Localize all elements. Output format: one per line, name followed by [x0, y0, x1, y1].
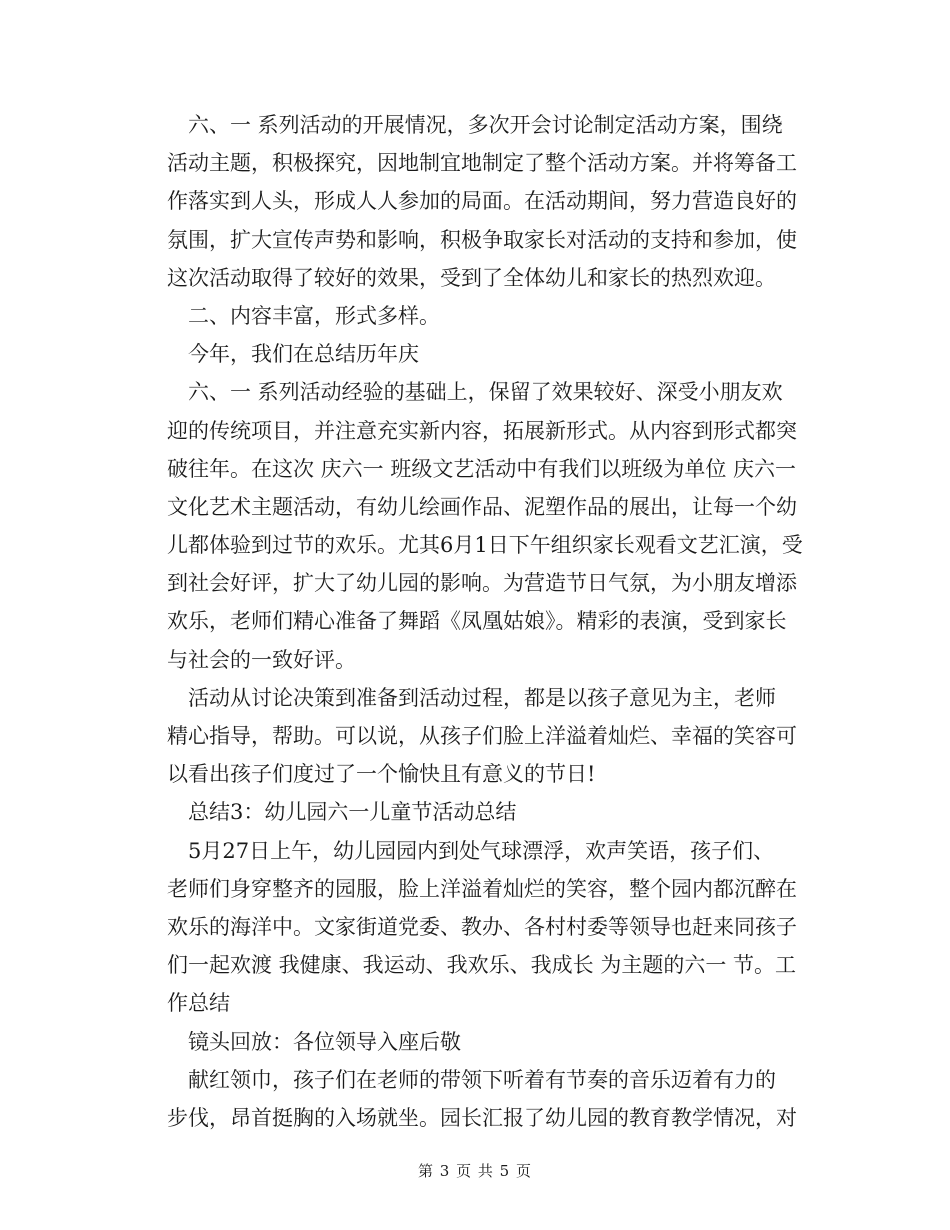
text-line: 步伐，昂首挺胸的入场就坐。园长汇报了幼儿园的教育教学情况，对 [167, 1105, 797, 1130]
document-body [167, 106, 817, 1137]
text-line: 欢乐的海洋中。文家街道党委、教办、各村村委等领导也赶来同孩子 [167, 914, 797, 939]
text-line: 与社会的一致好评。 [167, 647, 356, 672]
text-line: 们一起欢渡 我健康、我运动、我欢乐、我成长 为主题的六一 节。工 [167, 953, 797, 978]
text-line: 5月27日上午，幼儿园园内到处气球漂浮，欢声笑语，孩子们、 [188, 838, 775, 863]
text-line: 老师们身穿整齐的园服，脸上洋溢着灿烂的笑容，整个园内都沉醉在 [167, 876, 797, 901]
text-line: 总结3：幼儿园六一儿童节活动总结 [188, 800, 517, 825]
text-line: 以看出孩子们度过了一个愉快且有意义的节日! [167, 762, 596, 787]
text-line: 作总结 [167, 991, 230, 1016]
text-line: 迎的传统项目，并注意充实新内容，拓展新形式。从内容到形式都突 [167, 418, 797, 443]
text-line: 到社会好评，扩大了幼儿园的影响。为营造节日气氛，为小朋友增添 [167, 571, 797, 596]
text-line: 破往年。在这次 庆六一 班级文艺活动中有我们以班级为单位 庆六一 [167, 456, 797, 481]
text-line: 献红领巾，孩子们在老师的带领下听着有节奏的音乐迈着有力的 [188, 1067, 776, 1092]
text-line: 镜头回放：各位领导入座后敬 [188, 1029, 461, 1054]
text-line: 作落实到人头，形成人人参加的局面。在活动期间，努力营造良好的 [167, 189, 797, 214]
text-line: 氛围，扩大宣传声势和影响，积极争取家长对活动的支持和参加，使 [167, 227, 797, 252]
text-line: 精心指导，帮助。可以说，从孩子们脸上洋溢着灿烂、幸福的笑容可 [167, 724, 797, 748]
text-line: 这次活动取得了较好的效果，受到了全体幼儿和家长的热烈欢迎。 [167, 265, 776, 290]
text-line: 活动从讨论决策到准备到活动过程，都是以孩子意见为主，老师 [188, 685, 776, 710]
text-line: 儿都体验到过节的欢乐。尤其6月1日下午组织家长观看文艺汇演，受 [167, 533, 803, 558]
text-line: 六、一 系列活动的开展情况，多次开会讨论制定活动方案，围绕 [188, 113, 783, 137]
text-line: 二、内容丰富，形式多样。 [188, 303, 440, 328]
text-line: 活动主题，积极探究，因地制宜地制定了整个活动方案。并将筹备工 [167, 151, 797, 176]
text-line: 文化艺术主题活动，有幼儿绘画作品、泥塑作品的展出，让每一个幼 [167, 494, 797, 519]
text-line: 今年，我们在总结历年庆 [188, 342, 419, 367]
page-footer: 第 3 页 共 5 页 [418, 1162, 532, 1180]
text-line: 欢乐，老师们精心准备了舞蹈《凤凰姑娘》。精彩的表演，受到家长 [167, 609, 787, 634]
text-line: 六、一 系列活动经验的基础上，保留了效果较好、深受小朋友欢 [188, 380, 783, 405]
